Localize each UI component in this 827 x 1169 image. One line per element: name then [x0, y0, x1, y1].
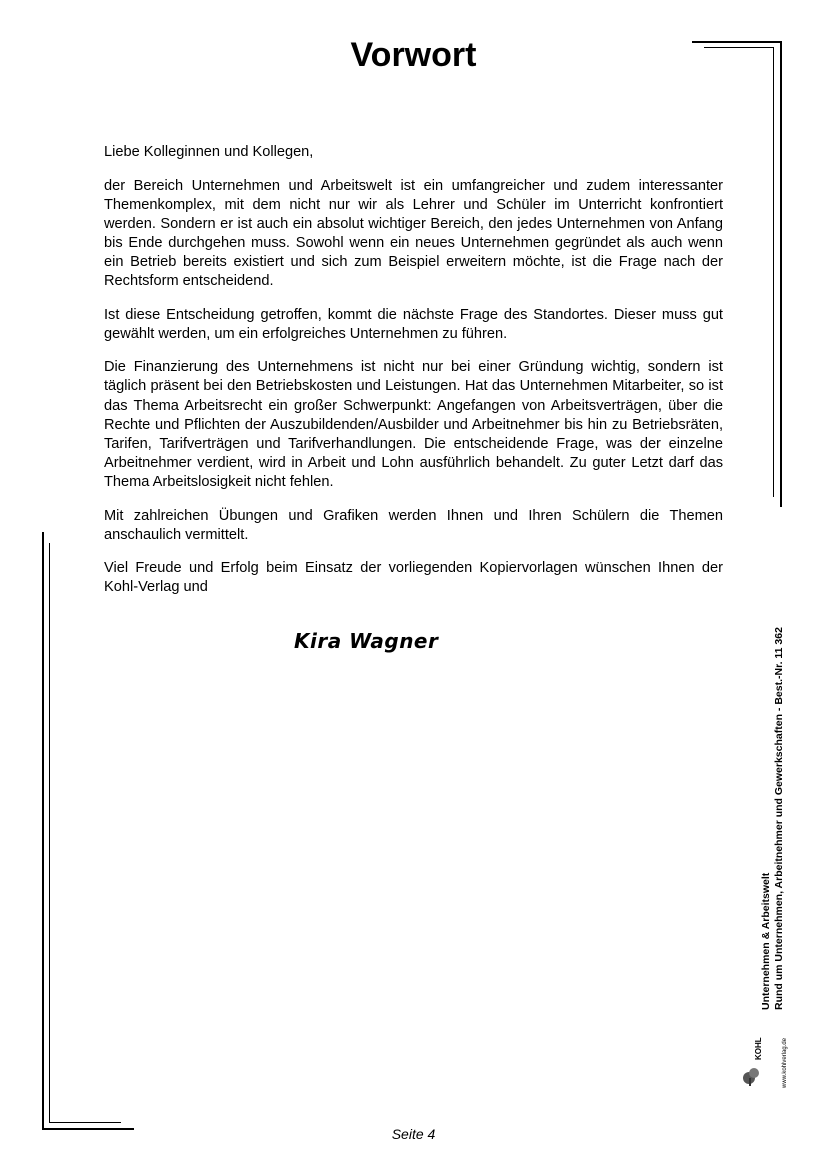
- paragraph-4: Mit zahlreichen Übungen und Grafiken werden Ihnen und Ihren Schülern die Themen anschaulich vermittelt.: [104, 507, 723, 543]
- frame-right-vertical-outer: [780, 41, 782, 507]
- frame-right-vertical-inner: [773, 47, 774, 497]
- sidebar-subtitle: Rund um Unternehmen, Arbeitnehmer und Gewerkschaften - Best.-Nr. 11 362: [773, 627, 785, 1010]
- website-text: www.kohlverlag.de: [782, 1037, 788, 1088]
- sidebar-info: [760, 610, 786, 1010]
- logo-text: KOHL: [754, 1037, 763, 1060]
- signature: Kira Wagner: [294, 629, 439, 653]
- page-number: Seite 4: [391, 1126, 436, 1142]
- page-title: Vorwort: [350, 36, 477, 74]
- publisher-logo: [740, 1018, 792, 1090]
- salutation: Liebe Kolleginnen und Kollegen,: [104, 144, 314, 160]
- paragraph-2: Ist diese Entscheidung getroffen, kommt die nächste Frage des Standortes. Dieser muss gut gewählt werden, um ein erfolgreiches Unternehmen zu führen.: [104, 306, 723, 342]
- foreword-body: [104, 143, 723, 612]
- frame-bottom-left-horizontal-inner: [49, 1122, 121, 1123]
- paragraph-3: Die Finanzierung des Unternehmens ist nicht nur bei einer Gründung wichtig, sondern ist täglich präsent bei den Betriebskosten und Leistungen. Hat das Unternehmen Mitarbeiter, so ist das Thema Arbeitsrecht ein großer Schwerpunkt: Angefangen von Arbeitsverträgen, über die Rechte und Pflichten der Auszubildenden/Ausbilder und Arbeitnehmer bis hin zu Betriebsräten, Tarifen, Tarifverträgen und Tarifverhandlungen. Die entscheidende Frage, was der einzelne Arbeitnehmer verdient, wird in Arbeit und Lohn ausführlich behandelt. Zu guter Letzt darf das Thema Arbeitslosigkeit nicht fehlen.: [104, 359, 723, 490]
- frame-left-vertical-outer: [42, 532, 44, 1130]
- paragraph-1: der Bereich Unternehmen und Arbeitswelt ist ein umfangreicher und zudem interessanter Themenkomplex, mit dem nicht nur wir als Lehrer und Schüler im Unterricht konfrontiert werden. Sondern er ist auch ein absolut wichtiger Bereich, den jedes Unternehmen von Anfang bis Ende durchgehen muss. Sowohl wenn ein neues Unternehmen gegründet als auch wenn ein Betrieb bereits existiert und sich zum Beispiel erweitern möchte, ist die Frage nach der Rechtsform entscheidend.: [104, 177, 723, 290]
- paragraph-5: Viel Freude und Erfolg beim Einsatz der vorliegenden Kopiervorlagen wünschen Ihnen der Kohl-Verlag und: [104, 560, 723, 596]
- frame-left-vertical-inner: [49, 543, 50, 1123]
- sidebar-title: Unternehmen & Arbeitswelt: [760, 872, 772, 1010]
